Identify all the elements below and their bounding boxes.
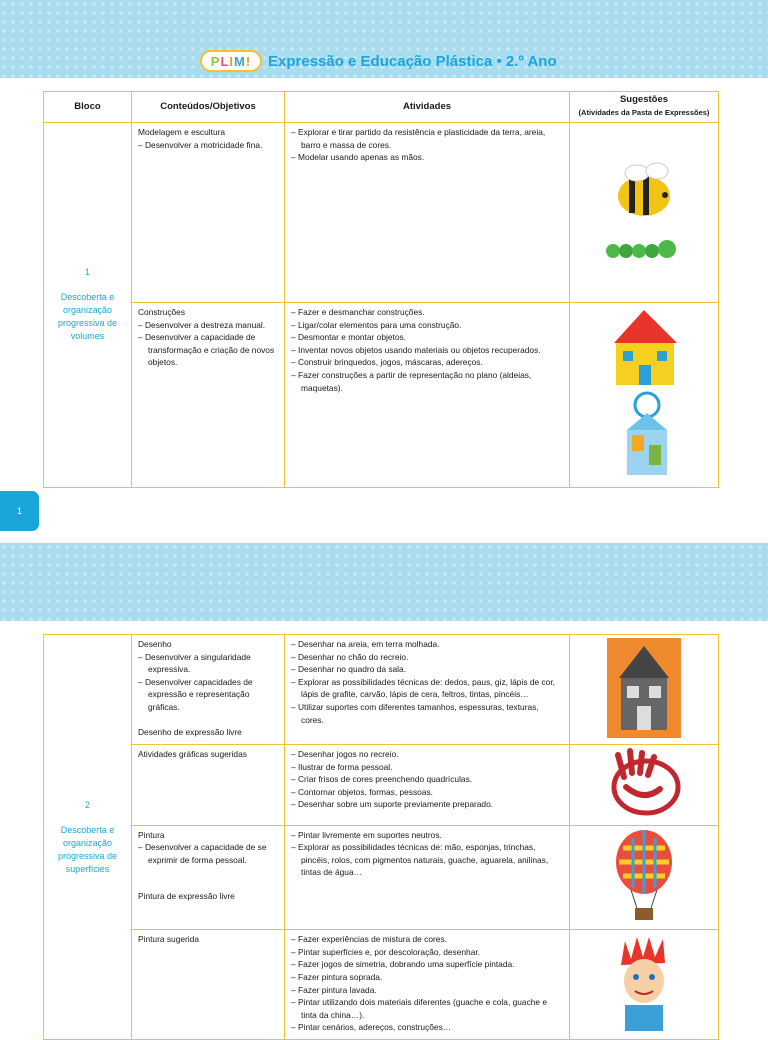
activity-item: – Desmontar e montar objetos. <box>291 331 563 344</box>
table-row <box>44 745 719 826</box>
activity-item: – Desenhar no chão do recreio. <box>291 651 563 664</box>
activity-item: – Explorar as possibilidades técnicas de: dedos, paus, giz, lápis de cor, lápis de grafite, carvão, lápis de cera, feltros, tintas, pincéis… <box>291 676 563 701</box>
content-item: – Desenvolver a singularidade expressiva. <box>138 651 278 676</box>
house-construction-icon <box>599 305 689 481</box>
header-atividades: Atividades <box>285 92 570 123</box>
activities-cell <box>285 745 570 826</box>
bloco-cell-2 <box>44 635 132 1040</box>
activity-item: – Criar frisos de cores preenchendo quadrículas. <box>291 773 563 786</box>
drawn-house-icon <box>607 638 681 738</box>
activity-item: – Fazer experiências de mistura de cores. <box>291 933 563 946</box>
content-cell <box>132 303 285 488</box>
table-header-row <box>44 92 719 123</box>
curriculum-table-1 <box>43 91 719 488</box>
content-title: Desenho <box>138 639 172 649</box>
activity-item: – Pintar cenários, adereços, construções… <box>291 1021 563 1034</box>
activity-item: – Desenhar no quadro da sala. <box>291 663 563 676</box>
header-sugestoes-sub: (Atividades da Pasta de Expressões) <box>578 108 710 117</box>
header-conteudos: Conteúdos/Objetivos <box>132 92 285 123</box>
content-cell <box>132 123 285 303</box>
content-item: – Desenvolver a capacidade de transformação e criação de novos objetos. <box>138 331 278 369</box>
table-row <box>44 303 719 488</box>
activity-item: – Fazer e desmanchar construções. <box>291 306 563 319</box>
content-cell <box>132 930 285 1040</box>
content-cell <box>132 745 285 826</box>
bloco-name: Descoberta e organização progressiva de volumes <box>57 292 118 342</box>
boy-portrait-icon <box>611 935 677 1031</box>
activity-item: – Ligar/colar elementos para uma construção. <box>291 319 563 332</box>
content-footer: Desenho de expressão livre <box>138 726 242 737</box>
activity-item: – Utilizar suportes com diferentes tamanhos, espessuras, texturas, cores. <box>291 701 563 726</box>
plim-logo: P L I M ! <box>200 50 262 72</box>
balloon-painting-icon <box>611 828 677 924</box>
header-bloco: Bloco <box>44 92 132 123</box>
activities-cell <box>285 303 570 488</box>
activity-item: – Desenhar jogos no recreio. <box>291 748 563 761</box>
curriculum-table-2 <box>43 634 719 1040</box>
activity-item: – Desenhar sobre um suporte previamente preparado. <box>291 798 563 811</box>
activity-item: – Inventar novos objetos usando materiais ou objetos recuperados. <box>291 344 563 357</box>
painted-hand-icon <box>604 747 684 819</box>
table-row <box>44 635 719 745</box>
activity-item: – Desenhar na areia, em terra molhada. <box>291 638 563 651</box>
content-title: Pintura <box>138 829 165 840</box>
header-sugestoes-title: Sugestões <box>619 94 669 106</box>
activity-item: – Fazer jogos de simetria, dobrando uma superfície pintada. <box>291 958 563 971</box>
page-title: Expressão e Educação Plástica • 2.º Ano <box>268 52 557 70</box>
bloco-name: Descoberta e organização progressiva de superfícies <box>57 824 118 874</box>
activities-cell <box>285 825 570 930</box>
activity-item: – Pintar utilizando dois materiais diferentes (guache e cola, guache e tinta da china…). <box>291 996 563 1021</box>
page-side-tab: 1 <box>0 491 39 531</box>
content-title: Modelagem e escultura <box>138 127 226 137</box>
caterpillar-clay-icon <box>606 240 676 258</box>
activities-cell <box>285 930 570 1040</box>
content-cell <box>132 635 285 745</box>
suggestion-cell <box>570 123 719 303</box>
activity-item: – Contornar objetos, formas, pessoas. <box>291 786 563 799</box>
activity-item: – Modelar usando apenas as mãos. <box>291 151 563 164</box>
content-item: – Desenvolver a destreza manual. <box>138 319 278 332</box>
header-sugestoes <box>570 92 719 123</box>
activity-item: – Explorar e tirar partido da resistência e plasticidade da terra, areia, barro e massa de cores. <box>291 126 563 151</box>
table-row <box>44 825 719 930</box>
header-title <box>200 50 557 72</box>
content-title: Construções <box>138 307 186 317</box>
activity-item: – Explorar as possibilidades técnicas de: mão, esponjas, trinchas, pincéis, rolos, com pigmentos naturais, guache, aguarela, anilinas, tintas de água… <box>291 841 563 879</box>
suggestion-cell <box>570 825 719 930</box>
activity-item: – Pintar superfícies e, por descoloração, desenhar. <box>291 946 563 959</box>
content-footer: Pintura de expressão livre <box>138 891 235 902</box>
bloco-cell-1 <box>44 123 132 488</box>
activity-item: – Pintar livremente em suportes neutros. <box>291 829 563 842</box>
bee-clay-icon <box>599 151 689 271</box>
activity-item: – Ilustrar de forma pessoal. <box>291 761 563 774</box>
activity-item: – Construir brinquedos, jogos, máscaras, adereços. <box>291 356 563 369</box>
table-row <box>44 930 719 1040</box>
activities-cell <box>285 635 570 745</box>
table-row <box>44 123 719 303</box>
content-item: – Desenvolver a capacidade de se exprimir de forma pessoal. <box>138 841 278 866</box>
activity-item: – Fazer construções a partir de representação no plano (aldeias, maquetas). <box>291 369 563 394</box>
header-band-2 <box>0 543 768 621</box>
activity-item: – Fazer pintura lavada. <box>291 984 563 997</box>
box-lantern-icon <box>627 393 667 475</box>
suggestion-cell <box>570 745 719 826</box>
content-title: Pintura sugerida <box>138 934 199 945</box>
suggestion-cell <box>570 635 719 745</box>
suggestion-cell <box>570 930 719 1040</box>
content-title: Atividades gráficas sugeridas <box>138 749 247 759</box>
activities-cell <box>285 123 570 303</box>
content-item: – Desenvolver a motricidade fina. <box>138 139 278 152</box>
suggestion-cell <box>570 303 719 488</box>
content-item: – Desenvolver capacidades de expressão e representação gráficas. <box>138 676 278 714</box>
activity-item: – Fazer pintura soprada. <box>291 971 563 984</box>
bloco-number: 1 <box>84 267 90 278</box>
content-cell <box>132 825 285 930</box>
bloco-number: 2 <box>84 799 90 810</box>
